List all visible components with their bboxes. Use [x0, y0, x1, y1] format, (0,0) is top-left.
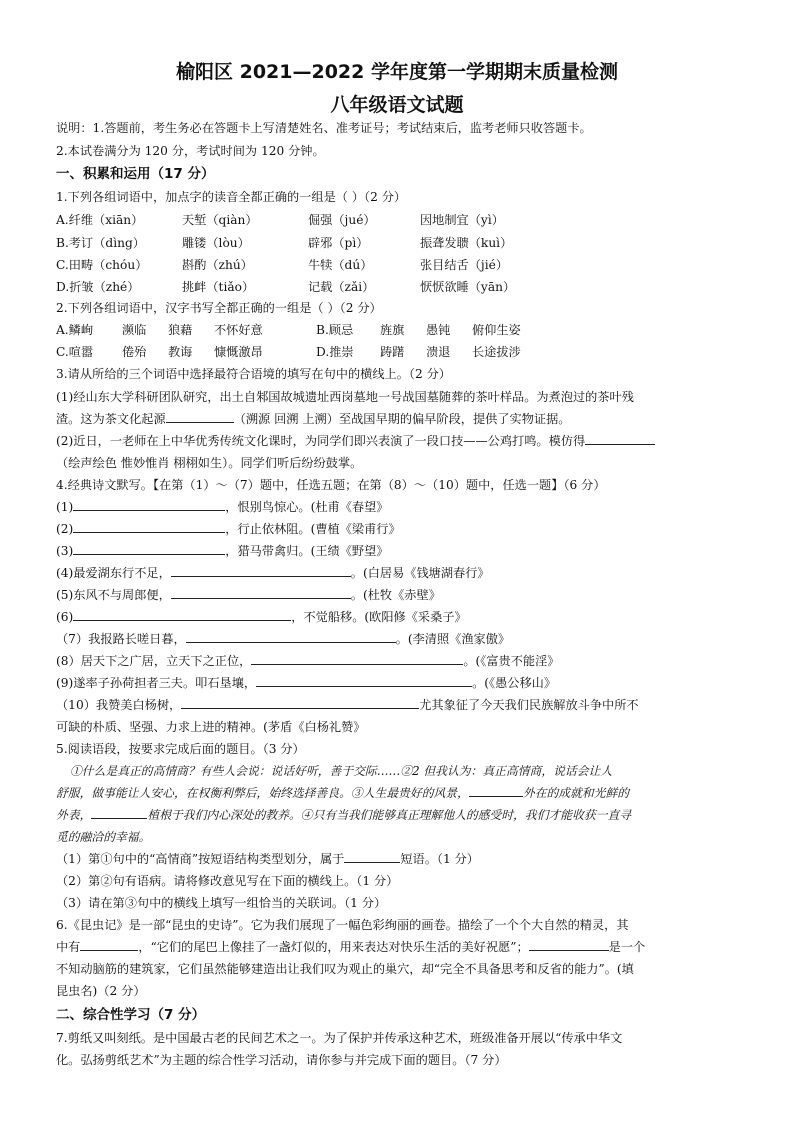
- q4-item: (4)最爱湖东行不足， 。(白居易《钱塘湖春行》: [56, 566, 490, 580]
- q4-item: (1) ，恨别鸟惊心。(杜甫《春望》: [56, 500, 389, 514]
- q1-option-a: A.纤维（xiān） 天堑（qiàn） 倔强（jué） 因地制宜（yì）: [56, 213, 504, 227]
- q4-item: (2) ，行止依林阻。(曹植《梁甫行》: [56, 522, 401, 536]
- note-line-2: 2.本试卷满分为 120 分，考试时间为 120 分钟。: [56, 144, 325, 158]
- answer-blank[interactable]: [469, 784, 523, 797]
- exam-subtitle: 八年级语文试题: [330, 94, 464, 116]
- q4-item: （10）我赞美白杨树， 尤其象征了今天我们民族解放斗争中所不: [56, 698, 639, 712]
- section-heading-1: 一、积累和运用（17 分）: [56, 166, 215, 182]
- q3-stem: 3.请从所给的三个词语中选择最符合语境的填写在句中的横线上。（2 分）: [56, 367, 451, 381]
- answer-blank[interactable]: [73, 542, 225, 555]
- answer-blank[interactable]: [181, 696, 419, 709]
- q4-stem: 4.经典诗文默写。【在第（1）～（7）题中，任选五题；在第（8）～（10）题中，任选一题】（6 分）: [56, 478, 606, 492]
- q7-line: 7.剪纸又叫刻纸。是中国最古老的民间艺术之一。为了保护并传承这种艺术，班级准备开展以“传承中华文: [56, 1031, 623, 1045]
- q2-options-cd: C.喧嚣 倦殆 教诲 慷慨激昂 D.推崇 踌躇 溃退 长途拔涉: [56, 345, 521, 359]
- q5-passage-line: ①什么是真正的高情商？有些人会说：说话好听，善于交际……②2 但我认为：真正高情商，说话会让人: [70, 764, 613, 778]
- q6-line: 6.《昆虫记》是一部“昆虫的史诗”。它为我们展现了一幅色彩绚丽的画卷。描绘了一个个大自然的精灵，其: [56, 918, 629, 932]
- q1-stem: 1.下列各组词语中，加点字的读音全都正确的一组是（ ）（2 分）: [56, 190, 407, 204]
- q4-item-continuation: 可缺的朴质、坚强、力求上进的精神。(茅盾《白杨礼赞》: [56, 720, 366, 734]
- q1-option-d: D.折皱（zhé） 挑衅（tiǎo） 记载（zǎi） 恹恹欲睡（yān）: [56, 280, 516, 294]
- answer-blank[interactable]: [171, 586, 351, 599]
- answer-blank[interactable]: [73, 608, 291, 621]
- q4-item: (3) ，猎马带禽归。(王绩《野望》: [56, 544, 389, 558]
- note-line-1: 说明：1.答题前，考生务必在答题卡上写清楚姓名、准考证号；考试结束后，监考老师只收答题卡。: [56, 121, 592, 135]
- q3-p2-line1: (2)近日，一老师在上中华优秀传统文化课时，为同学们即兴表演了一段口技——公鸡打鸣。模仿得: [56, 432, 655, 450]
- q4-item: (5)东风不与周郎便， 。(杜牧《赤壁》: [56, 588, 441, 602]
- q2-stem: 2.下列各组词语中，汉字书写全都正确的一组是（ ）（2 分）: [56, 301, 382, 315]
- q5-passage-line: 舒服，做事能让人安心，在权衡利弊后，始终选择善良。③人生最贵好的风景， 外在的成就和光鲜的: [56, 786, 630, 800]
- q1-option-c: C.田畴（chóu） 斟酌（zhú） 牛犊（dú） 张目结舌（jié）: [56, 258, 509, 272]
- answer-blank[interactable]: [344, 850, 400, 863]
- q7-line: 化。弘扬剪纸艺术”为主题的综合性学习活动，请你参与并完成下面的题目。（7 分）: [56, 1053, 507, 1067]
- answer-blank[interactable]: [585, 432, 655, 445]
- q2-options-ab: A.鳞峋 濒临 狼藉 不怀好意 B.顾忌 旌旗 愚钝 俯仰生姿: [56, 323, 521, 337]
- q5-subquestion-2: （2）第②句有语病。请将修改意见写在下面的横线上。（1 分）: [56, 874, 399, 888]
- answer-blank[interactable]: [256, 674, 472, 687]
- q4-item: (9)遂率子孙荷担者三夫。叩石垦壤， 。(《愚公移山》: [56, 676, 557, 690]
- q5-subquestion-1: （1）第①句中的“高情商”按短语结构类型划分，属于 短语。（1 分）: [56, 852, 479, 866]
- q6-line: 中有 ，“它们的尾巴上像挂了一盏灯似的，用来表达对快乐生活的美好祝愿”； 是一个: [56, 940, 646, 954]
- q1-option-b: B.考订（dìng） 雕镂（lòu） 辟邪（pì） 振聋发聩（kuì）: [56, 236, 513, 250]
- q3-p1-line1: (1)经山东大学科研团队研究，出土自邾国故城遗址西岗墓地一号战国墓随葬的茶叶样品。为煮泡过的茶叶残: [56, 390, 634, 404]
- q6-line: 不知动脑筋的建筑家，它们虽然能够建造出让我们叹为观止的巢穴，却“完全不具备思考和反省的能力”。(填: [56, 962, 634, 976]
- q5-passage-line: 觅的融洽的幸福。: [56, 830, 151, 844]
- q5-stem: 5.阅读语段，按要求完成后面的题目。（3 分）: [56, 742, 305, 756]
- answer-blank[interactable]: [171, 564, 351, 577]
- q4-item: (6) ，不觉船移。(欧阳修《采桑子》: [56, 610, 467, 624]
- q3-p1-line2: 渣。这为茶文化起源 （溯源 回溯 上溯）至战国早期的偏早阶段，提供了实物证据。: [56, 412, 571, 426]
- answer-blank[interactable]: [529, 938, 609, 951]
- answer-blank[interactable]: [251, 652, 463, 665]
- answer-blank[interactable]: [73, 498, 225, 511]
- q5-subquestion-3: （3）请在第③句中的横线上填写一组恰当的关联词。（1 分）: [56, 896, 387, 910]
- answer-blank[interactable]: [91, 806, 147, 819]
- q5-passage-line: 外表， 植根于我们内心深处的教养。④只有当我们能够真正理解他人的感受时，我们才能收获一直寻: [56, 808, 632, 822]
- answer-blank[interactable]: [73, 520, 225, 533]
- q4-item: (8）居天下之广居，立天下之正位， 。(《富贵不能淫》: [56, 654, 560, 668]
- answer-blank[interactable]: [80, 938, 138, 951]
- q4-item: （7）我报路长嗟日暮， 。(李清照《渔家傲》: [56, 632, 511, 646]
- exam-title: 榆阳区 2021—2022 学年度第一学期期末质量检测: [176, 61, 618, 83]
- answer-blank[interactable]: [186, 630, 396, 643]
- q6-line: 昆虫名)（2 分）: [56, 984, 146, 998]
- q3-p2-line2: （绘声绘色 惟妙惟肖 栩栩如生）。同学们听后纷纷鼓掌。: [56, 456, 363, 470]
- answer-blank[interactable]: [166, 410, 234, 423]
- section-heading-2: 二、综合性学习（7 分）: [56, 1007, 206, 1023]
